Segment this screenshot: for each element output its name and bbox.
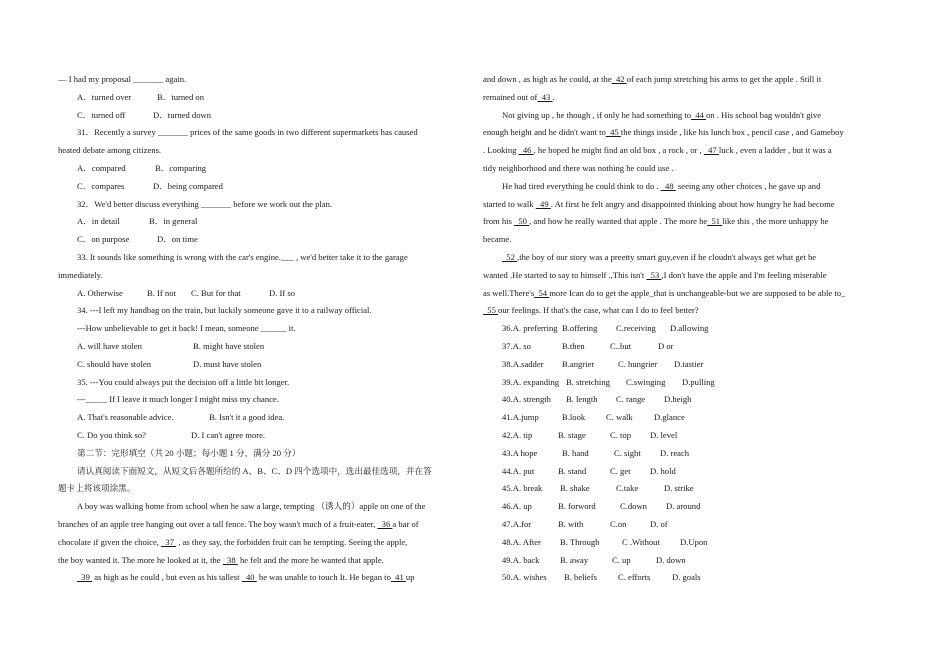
- option: B. beliefs: [564, 572, 597, 583]
- option: C. But for that: [191, 287, 241, 298]
- answer-options: [483, 569, 893, 587]
- option: D.allowing: [670, 323, 709, 334]
- blank: 39: [77, 572, 93, 583]
- option: D. reach: [660, 447, 690, 458]
- blank: 40: [241, 572, 257, 583]
- option: C. walk: [606, 412, 633, 423]
- option: C.on: [610, 518, 627, 529]
- option: 44.A. put: [502, 465, 535, 476]
- blank: 45: [605, 127, 621, 138]
- option: C．on purpose: [77, 234, 130, 245]
- option: B. stretching: [566, 376, 610, 387]
- option: A．in detail: [77, 216, 120, 227]
- option: 50.A. wishes: [502, 572, 547, 583]
- option: B. stage: [558, 429, 586, 440]
- text-line: He had tired everything he could think to do . 48 seeing any other choices , he gave up and: [502, 180, 821, 191]
- option: C .Without: [622, 536, 660, 547]
- option: D．turned down: [153, 109, 211, 120]
- answer-options: [58, 178, 468, 196]
- text-line: ---_____ If I leave it much longer I might miss my chance.: [77, 394, 279, 405]
- text-line: 题卡上将该项涂黑。: [58, 483, 136, 494]
- option: A．compared: [77, 162, 126, 173]
- text-line: became.: [483, 234, 512, 245]
- option: B.offering: [562, 323, 598, 334]
- answer-options: [483, 338, 893, 356]
- option: D.heigh: [664, 394, 692, 405]
- text-line: from his 50 , and how he really wanted that apple . The more he 51 like this , the more unhappy he: [483, 216, 829, 227]
- text-line: as well.There's 54 more Ican do to get the apple_that is unchangeable-but we are supposed to be able to_: [483, 287, 846, 298]
- answer-options: [58, 338, 468, 356]
- right-column: [483, 71, 893, 587]
- answer-options: [483, 356, 893, 374]
- option: C. should have stolen: [77, 358, 151, 369]
- option: D.glance: [654, 412, 685, 423]
- option: B. might have stolen: [193, 340, 265, 351]
- blank: 38: [222, 554, 238, 565]
- answer-options: [58, 89, 468, 107]
- option: 43.A hope: [502, 447, 538, 458]
- option: C.receiving: [616, 323, 656, 334]
- text-line: ---How unbelievable to get it back! I mean, someone ______ it.: [77, 323, 296, 334]
- option: C. range: [616, 394, 646, 405]
- option: D. must have stolen: [193, 358, 262, 369]
- option: B. stand: [558, 465, 587, 476]
- option: D.pulling: [682, 376, 715, 387]
- option: 38.A.sadder: [502, 358, 544, 369]
- text-line: wanted .He started to say to himself .,This isn't 53 ,I don't have the apple and I'm feeling miserable: [483, 269, 827, 280]
- text-line: and down , as high as he could, at the 42 of each jump stretching his arms to get the apple . Still it: [483, 74, 822, 84]
- option: D. I can't agree more.: [191, 429, 266, 440]
- text-line: remained out of 43 .: [483, 91, 555, 102]
- answer-options: [58, 231, 468, 249]
- text-line: enough height and he didn't want to 45 the things inside , like his lunch box , pencil case , and Gameboy: [483, 127, 844, 138]
- option: 45.A. break: [502, 483, 543, 494]
- option: 48.A. After: [502, 536, 541, 547]
- option: B.angrier: [562, 358, 595, 369]
- option: D. down: [656, 554, 686, 565]
- text-line: the boy wanted it. The more he looked at it, the 38 he felt and the more he wanted that apple.: [58, 554, 384, 565]
- option: D. goals: [672, 572, 701, 583]
- option: A. That's reasonable advice.: [77, 412, 174, 423]
- answer-options: [483, 516, 893, 534]
- option: 46.A. up: [502, 501, 532, 512]
- answer-options: [58, 427, 468, 445]
- option: C. hungrier: [618, 358, 658, 369]
- option: D. around: [666, 501, 701, 512]
- option: D. hold: [650, 465, 676, 476]
- blank: 43: [537, 91, 553, 102]
- left-column: [58, 71, 468, 587]
- text-line: 34. ---I left my handbag on the train, but luckily someone gave it to a railway official.: [77, 305, 372, 316]
- blank: 49: [535, 198, 551, 209]
- blank: 37: [161, 536, 177, 547]
- option: 40.A. strength: [502, 394, 551, 405]
- text-line: 39 as high as he could , but even as his tallest 40 he was unable to touch It. He began to 41 up: [77, 572, 415, 583]
- option: B. Isn't it a good idea.: [209, 412, 285, 423]
- option: D．being compared: [153, 180, 223, 191]
- blank: 48: [660, 180, 676, 191]
- option: A．turned over: [77, 91, 132, 102]
- option: D.tastier: [674, 358, 704, 369]
- option: 49.A. back: [502, 554, 540, 565]
- text-line: A boy was walking home from school when he saw a large, tempting （诱人的）apple on one of the: [77, 501, 426, 512]
- blank: 50: [514, 216, 530, 227]
- option: C.swinging: [626, 376, 666, 387]
- option: 39.A. expanding: [502, 376, 560, 387]
- answer-options: [58, 356, 468, 374]
- answer-options: [483, 534, 893, 552]
- text-line: heated debate among citizens.: [58, 145, 162, 156]
- text-line: 请认真阅读下面短文，从短文后各题所给的 A、B、C、D 四个选项中，选出最佳选项，并在答: [77, 465, 432, 476]
- blank: 55: [483, 305, 499, 316]
- text-line: Not giving up , he though , if only he had something to 44 on . His school bag wouldn't give: [502, 109, 822, 120]
- text-line: — I had my proposal _______ again.: [58, 74, 187, 84]
- blank: 52: [502, 251, 518, 262]
- text-line: 33. It sounds like something is wrong with the car's engine.___ , we'd better take it to the garage: [77, 251, 408, 262]
- option: C. efforts: [618, 572, 651, 583]
- option: B. Through: [560, 536, 600, 547]
- text-line: 55 our feelings. If that's the case, what can I do to feel better?: [483, 305, 699, 316]
- option: C．turned off: [77, 109, 126, 120]
- option: D.Upon: [680, 536, 708, 547]
- blank: 51: [707, 216, 723, 227]
- option: B. shake: [560, 483, 590, 494]
- option: C. top: [610, 429, 632, 440]
- option: C．compares: [77, 180, 125, 191]
- option: B. forword: [558, 501, 596, 512]
- answer-options: [483, 480, 893, 498]
- answer-options: [483, 409, 893, 427]
- answer-options: [483, 463, 893, 481]
- option: C.down: [620, 501, 647, 512]
- option: B. If not: [147, 287, 176, 298]
- text-line: 35. ---You could always put the decision off a little bit longer.: [77, 376, 290, 387]
- option: B．turned on: [157, 91, 205, 102]
- text-line: chocolate if given the choice, 37 , as they say, the forbidden fruit can be tempting. Seeing the apple,: [58, 536, 408, 547]
- option: B.look: [562, 412, 586, 423]
- text-line: branches of an apple tree hanging out over a tall fence. The boy wasn't much of a fruit-eater, 36 a bar of: [58, 518, 419, 529]
- blank: 44: [691, 109, 707, 120]
- answer-options: [483, 320, 893, 338]
- text-line: 52 ,the boy of our story was a preetty smart guy,even if he cloudn't always get what get he: [502, 251, 817, 262]
- option: D. strike: [664, 483, 694, 494]
- option: B．comparing: [155, 162, 207, 173]
- option: B．in general: [149, 216, 198, 227]
- option: D. of: [650, 518, 668, 529]
- option: D．on time: [157, 234, 198, 245]
- text-line: started to walk 49 . At first he felt angry and disappointed thinking about how hungry he had become: [483, 198, 835, 209]
- option: 36.A. preferring: [502, 323, 558, 334]
- blank: 36: [377, 518, 393, 529]
- answer-options: [483, 374, 893, 392]
- answer-options: [483, 552, 893, 570]
- text-line: tidy neighborhood and there was nothing he could use .: [483, 162, 674, 173]
- answer-options: [483, 427, 893, 445]
- blank: 46: [518, 145, 534, 156]
- option: C. up: [612, 554, 631, 565]
- option: B. away: [560, 554, 589, 565]
- blank: 47: [703, 145, 719, 156]
- answer-options: [58, 107, 468, 125]
- option: B. with: [558, 518, 584, 529]
- blank: 42: [611, 74, 627, 84]
- answer-options: [58, 285, 468, 303]
- answer-options: [483, 498, 893, 516]
- option: 37.A. so: [502, 340, 531, 351]
- text-line: 32．We'd better discuss everything _______ before we work out the plan.: [77, 198, 333, 209]
- option: C. get: [610, 465, 631, 476]
- answer-options: [58, 160, 468, 178]
- option: D. level: [650, 429, 678, 440]
- option: 41.A.jump: [502, 412, 539, 423]
- option: 47.A.for: [502, 518, 532, 529]
- answer-options: [483, 391, 893, 409]
- text-line: 第二节：完形填空（共 20 小题；每小题 1 分，满分 20 分）: [77, 447, 301, 458]
- blank: 41: [390, 572, 406, 583]
- option: B. length: [566, 394, 598, 405]
- option: 42.A. tip: [502, 429, 533, 440]
- blank: 53: [646, 269, 662, 280]
- answer-options: [483, 445, 893, 463]
- option: A. will have stolen: [77, 340, 142, 351]
- text-line: immediately.: [58, 269, 103, 280]
- option: C.take: [616, 483, 639, 494]
- text-line: 31．Recently a survey _______ prices of the same goods in two different supermarkets has caused: [77, 127, 418, 138]
- option: D or: [658, 340, 674, 351]
- option: B. hand: [562, 447, 589, 458]
- option: D. If so: [269, 287, 296, 298]
- answer-options: [58, 213, 468, 231]
- option: A. Otherwise: [77, 287, 123, 298]
- text-line: . Looking 46 , he hoped he might find an old box , a rock , or , 47 luck , even a ladder , but it was a: [483, 145, 832, 156]
- option: C. sight: [614, 447, 641, 458]
- answer-options: [58, 409, 468, 427]
- option: C. Do you think so?: [77, 429, 146, 440]
- option: C..but: [610, 340, 632, 351]
- option: B.then: [562, 340, 585, 351]
- blank: 54: [534, 287, 550, 298]
